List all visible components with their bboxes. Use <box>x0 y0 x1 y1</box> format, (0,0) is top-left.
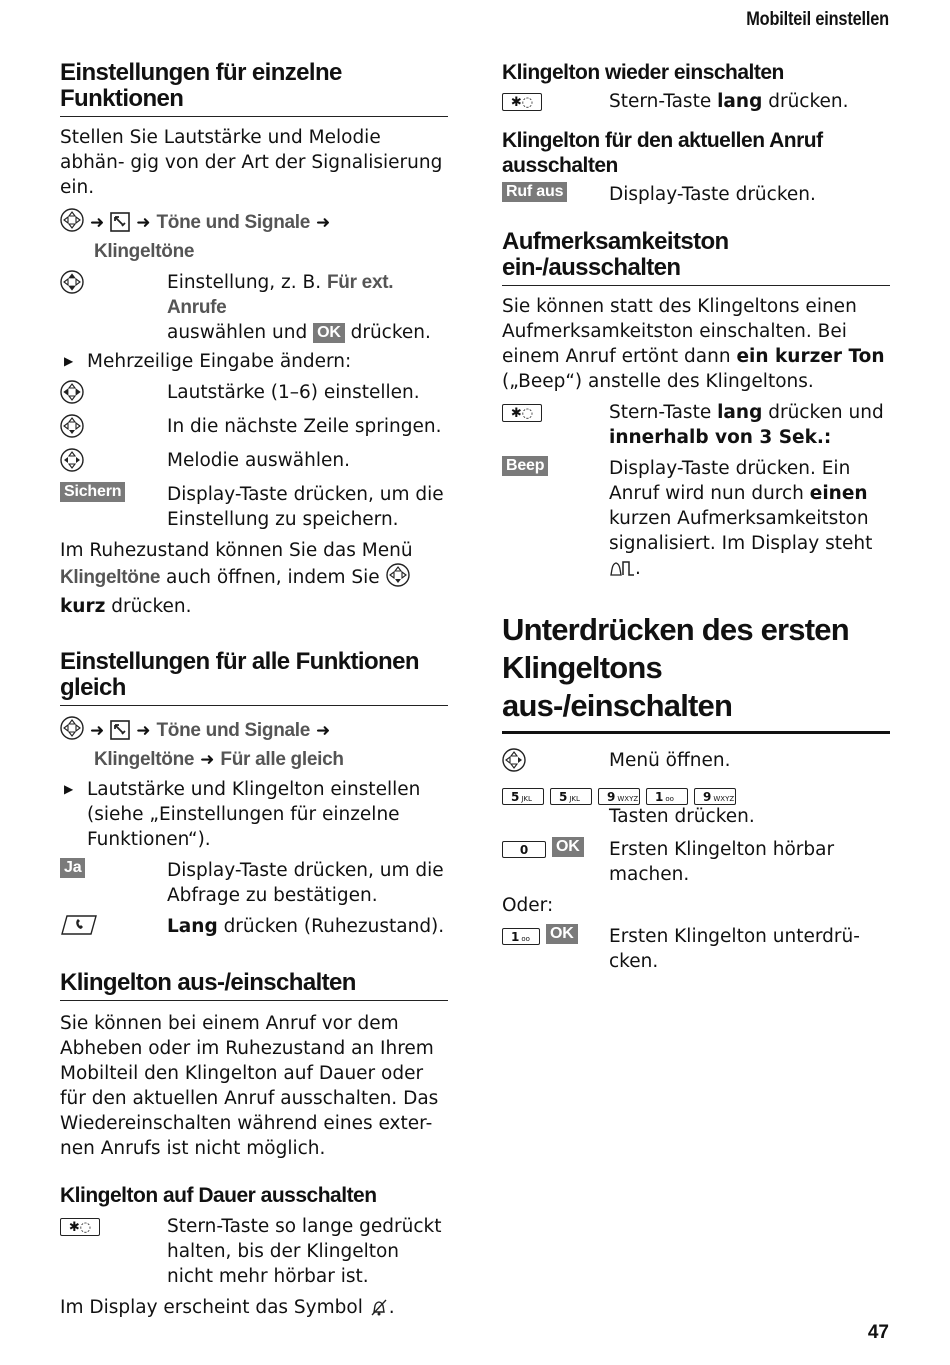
text: Im Ruhezustand können Sie das Menü <box>60 540 413 561</box>
key-letters: oo <box>665 795 674 803</box>
instruction-text <box>609 400 884 450</box>
instruction-row <box>60 448 448 476</box>
menu-path <box>60 208 448 264</box>
menu-item: Töne und Signale <box>156 212 311 233</box>
bold-text: Lang <box>167 916 218 937</box>
navigation-key-icon <box>502 748 526 776</box>
key-letters: WXYZ <box>617 795 639 803</box>
ok-softkey: OK <box>546 924 578 944</box>
instruction-text <box>609 456 890 581</box>
instruction-text: Melodie auswählen. <box>167 450 350 471</box>
instruction-text: Ersten Klingelton unterdrü- cken. <box>609 926 860 972</box>
digit-key-icon <box>598 788 640 805</box>
instruction-text: Display-Taste drücken. <box>609 184 816 205</box>
text: kurzen Aufmerksamkeitston signalisiert. Im Display steht <box>609 508 873 554</box>
key-letters: JKL <box>569 795 580 803</box>
bold-text: lang <box>717 91 763 112</box>
instruction-row <box>60 270 448 345</box>
navigation-key-icon <box>60 380 84 408</box>
digit-key-icon <box>502 788 544 805</box>
navigation-key-icon <box>60 414 84 442</box>
arrow-right-icon: ➜ <box>136 721 151 741</box>
section-title: Einstellungen für alle Funktionen gleich <box>60 649 448 706</box>
instruction-text: Tasten drücken. <box>609 806 755 827</box>
beep-softkey: Beep <box>502 456 548 476</box>
navigation-key-icon <box>60 208 84 239</box>
text: („Beep“) anstelle des Klingeltons. <box>502 371 814 392</box>
text: auswählen und <box>167 322 314 343</box>
digit-key-icon <box>646 788 688 805</box>
navigation-key-icon <box>386 563 410 594</box>
key-letters: WXYZ <box>713 795 735 803</box>
key-digit: 9 <box>703 790 712 804</box>
text: Im Display erscheint das Symbol <box>60 1297 369 1318</box>
text: Stern-Taste <box>609 91 718 112</box>
key-digit: 1 <box>511 930 520 944</box>
menu-item: Klingeltöne <box>94 749 195 770</box>
menu-item: Für ext. Anrufe <box>167 272 394 318</box>
instruction-row <box>502 400 890 450</box>
bold-text: kurz <box>60 596 106 617</box>
arrow-right-icon: ➜ <box>90 721 105 741</box>
ok-softkey: OK <box>552 837 584 857</box>
instruction-row <box>502 748 890 776</box>
bold-text: lang <box>717 402 763 423</box>
navigation-key-icon <box>60 270 84 298</box>
text: . <box>388 1297 395 1318</box>
instruction-text: Display-Taste drücken, um die Abfrage zu bestätigen. <box>167 860 444 906</box>
bullet-item <box>60 349 448 374</box>
section-title: Klingelton aus-/einschalten <box>60 970 448 1001</box>
instruction-row <box>502 89 890 114</box>
text: drücken und <box>762 402 884 423</box>
subsection-title: Klingelton auf Dauer ausschalten <box>60 1184 377 1207</box>
bold-text: ein kurzer Ton <box>736 346 885 367</box>
star-key-icon: ✱◌ <box>60 1218 100 1236</box>
bullet-item <box>60 777 448 852</box>
left-column <box>60 60 448 1320</box>
text: auch öffnen, indem Sie <box>160 567 386 588</box>
menu-path <box>60 716 448 773</box>
save-softkey: Sichern <box>60 482 125 502</box>
bullet-icon: ▶ <box>64 782 74 796</box>
text: . <box>635 558 641 579</box>
beep-icon <box>609 558 635 579</box>
instruction-text <box>609 89 849 114</box>
arrow-right-icon: ➜ <box>136 213 151 233</box>
text: drücken. <box>344 322 431 343</box>
ringer-off-icon <box>369 1297 389 1318</box>
bullet-text: Lautstärke und Klingelton einstellen (siehe „Einstellungen für einzelne Funktionen“). <box>87 779 421 850</box>
instruction-text: Display-Taste drücken, um die Einstellung zu speichern. <box>167 484 444 530</box>
key-letters: oo <box>521 935 530 943</box>
instruction-row <box>502 924 890 974</box>
text: Display-Taste drücken. Ein Anruf wird nun durch <box>609 458 851 504</box>
bold-text: innerhalb von 3 Sek.: <box>609 427 832 448</box>
bold-text: einen <box>809 483 868 504</box>
digit-key-icon <box>502 928 540 945</box>
key-digit: 9 <box>607 790 616 804</box>
menu-item: Für alle gleich <box>220 749 344 770</box>
instruction-text <box>167 914 444 939</box>
menu-item: Klingeltöne <box>94 241 195 262</box>
digit-key-icon: 0 <box>502 841 546 858</box>
instruction-row <box>502 837 890 887</box>
idle-note <box>60 538 448 619</box>
instruction-text: Stern-Taste so lange gedrückt halten, bis der Klingelton nicht mehr hörbar ist. <box>167 1216 442 1287</box>
intro-text: Stellen Sie Lautstärke und Melodie abhän- gig von der Art der Signalisierung ein. <box>60 127 443 198</box>
ok-softkey: OK <box>313 323 345 343</box>
text: drücken. <box>105 596 192 617</box>
intro-text: Sie können bei einem Anruf vor dem Abheben oder im Ruhezustand an Ihrem Mobilteil den Klingelton auf Dauer oder für den aktuellen Anruf ausschalten. Das Wiedereinschalten während eines exter- nen Anrufs ist nicht möglich. <box>60 1013 439 1159</box>
menu-item: Klingeltöne <box>60 567 161 588</box>
key-digit: 5 <box>511 790 520 804</box>
chapter-title: Unterdrücken des ersten Klingeltons aus-/einschalten <box>502 611 890 734</box>
instruction-row <box>60 482 448 532</box>
key-digit: 1 <box>655 790 664 804</box>
section-title: Aufmerksamkeitston ein-/ausschalten <box>502 229 890 286</box>
page-header: Mobilteil einstellen <box>746 9 889 30</box>
instruction-text: Menü öffnen. <box>609 750 731 771</box>
arrow-right-icon: ➜ <box>90 213 105 233</box>
instruction-text: Lautstärke (1–6) einstellen. <box>167 382 420 403</box>
digit-key-icon <box>550 788 592 805</box>
arrow-right-icon: ➜ <box>316 213 331 233</box>
text: Sie können statt des Klingeltons einen Aufmerksamkeitston einschalten. Bei einem Anruf ertönt dann <box>502 296 857 367</box>
end-call-key-icon <box>60 921 98 940</box>
settings-menu-icon <box>110 212 130 239</box>
menu-item: Töne und Signale <box>156 720 311 741</box>
instruction-row <box>60 380 448 408</box>
instruction-text: Ersten Klingelton hörbar machen. <box>609 839 835 885</box>
instruction-row <box>60 914 448 940</box>
yes-softkey: Ja <box>60 858 85 878</box>
subsection-title: Klingelton wieder einschalten <box>502 61 784 84</box>
arrow-right-icon: ➜ <box>316 721 331 741</box>
instruction-row <box>60 414 448 442</box>
text: Einstellung, z. B. <box>167 272 327 293</box>
text: drücken. <box>762 91 849 112</box>
or-label: Oder: <box>502 895 554 916</box>
star-key-icon: ✱◌ <box>502 93 542 111</box>
instruction-row <box>60 858 448 908</box>
text: drücken (Ruhezustand). <box>217 916 445 937</box>
page-number: 47 <box>867 1322 889 1343</box>
navigation-key-icon <box>60 716 84 747</box>
section-title: Einstellungen für einzelne Funktionen <box>60 60 448 117</box>
key-letters: JKL <box>521 795 532 803</box>
intro-text <box>502 294 890 394</box>
instruction-row <box>502 182 890 207</box>
right-column <box>502 60 890 974</box>
ringer-off-softkey: Ruf aus <box>502 182 567 202</box>
instruction-row <box>502 456 890 581</box>
text: Stern-Taste <box>609 402 718 423</box>
star-key-icon: ✱◌ <box>502 404 542 422</box>
key-digit: 5 <box>559 790 568 804</box>
arrow-right-icon: ➜ <box>200 750 215 770</box>
instruction-row <box>502 804 890 829</box>
subsection-title: Klingelton für den aktuellen Anruf ausschalten <box>502 129 823 177</box>
instruction-text: In die nächste Zeile springen. <box>167 416 442 437</box>
navigation-key-icon <box>60 448 84 476</box>
bullet-text: Mehrzeilige Eingabe ändern: <box>87 351 352 372</box>
settings-menu-icon <box>110 720 130 747</box>
bullet-icon: ▶ <box>64 354 74 368</box>
digit-key-icon <box>694 788 736 805</box>
display-note <box>60 1295 448 1320</box>
instruction-text <box>167 270 448 345</box>
instruction-row <box>60 1214 448 1289</box>
key-sequence <box>502 784 890 804</box>
